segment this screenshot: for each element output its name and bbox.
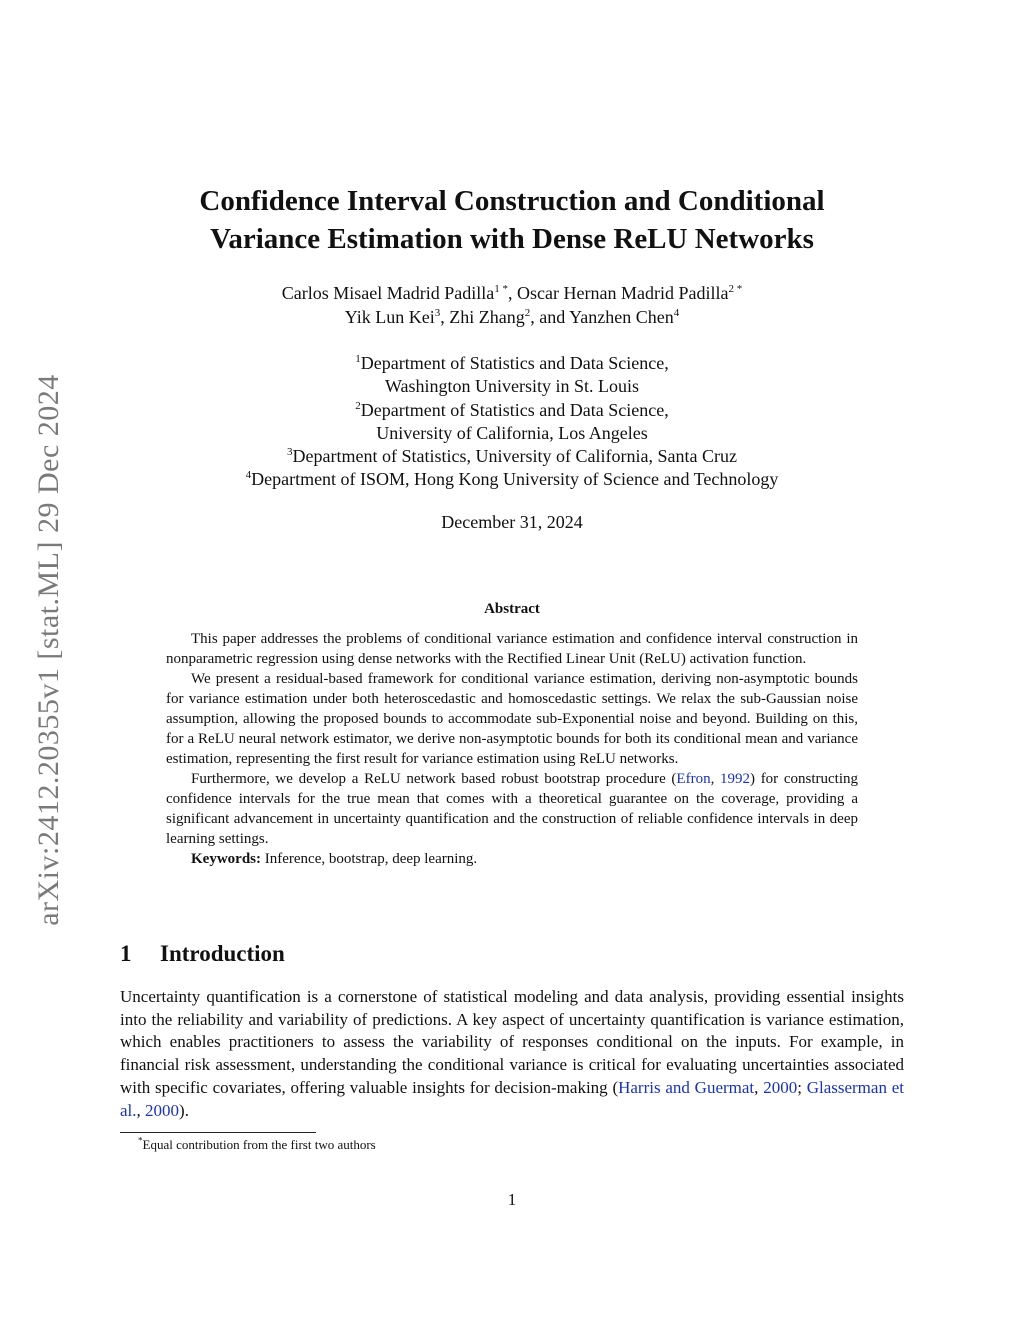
abstract-heading: Abstract: [484, 601, 540, 617]
affiliation-line: $^3$Department of Statistics, University of California, Santa Cruz: [287, 446, 737, 467]
author-name: Carlos Misael Madrid Padilla: [281, 283, 495, 303]
author-sup: 3: [434, 307, 441, 319]
author-line-2: Yik Lun Kei$^3$, Zhi Zhang$^2$, and Yanzhen Chen$^4$: [344, 307, 680, 327]
affiliation-line: University of California, Los Angeles: [376, 422, 648, 443]
footnote-text: Equal contribution from the first two authors: [142, 1137, 376, 1152]
page-number: 1: [507, 1190, 517, 1209]
citation-year-link[interactable]: 2000: [145, 1100, 180, 1120]
abstract-paragraph: This paper addresses the problems of conditional variance estimation and confidence interval construction in nonparametric regression using dense networks with the Rectified Linear Unit (ReLU) activation function.: [166, 631, 858, 667]
introduction-body: [120, 986, 904, 1122]
footnote: [138, 1136, 376, 1154]
affiliation-line: $^2$Department of Statistics and Data Science,: [355, 399, 669, 420]
footnote-rule: [120, 1132, 316, 1133]
author-sup: 4: [673, 307, 680, 319]
author-name: Oscar Hernan Madrid Padilla: [517, 283, 729, 303]
affiliation-line: $^4$Department of ISOM, Hong Kong University of Science and Technology: [245, 469, 779, 490]
arxiv-identifier[interactable]: arXiv:2412.20355v1 [stat.ML] 29 Dec 2024: [32, 374, 65, 926]
author-name: Zhi Zhang: [449, 307, 525, 327]
keywords-line: [166, 849, 858, 869]
author-name: Yik Lun Kei: [344, 307, 435, 327]
section-heading: [120, 940, 285, 968]
abstract-paragraph: We present a residual-based framework for conditional variance estimation, deriving non-asymptotic bounds for variance estimation under both heteroscedastic and homoscedastic settings. We relax the sub-Gaussian noise assumption, allowing the proposed bounds to accommodate sub-Exponential noise and beyond. Building on this, for a ReLU neural network estimator, we derive non-asymptotic bounds for both its conditional mean and variance estimation, representing the first result for variance estimation using ReLU networks.: [166, 671, 858, 767]
paper-date: December 31, 2024: [441, 512, 583, 532]
author-line-1: Carlos Misael Madrid Padilla$^{1 *}$, Oscar Hernan Madrid Padilla$^{2 *}$: [281, 283, 743, 303]
body-paragraph: Uncertainty quantification is a cornerstone of statistical modeling and data analysis, providing essential insights into the reliability and variability of predictions. A key aspect of uncertainty quantification is variance estimation, which enables practitioners to assess the variability of responses conditional on the inputs. For example, in financial risk assessment, understanding the conditional variance is critical for evaluating uncertainties associated with specific covariates, offering valuable insights for decision-making (Harris and Guermat, 2000; Glasserman et al., 2000).: [120, 987, 904, 1120]
affiliation-line: Washington University in St. Louis: [384, 376, 640, 397]
title-line-1: Confidence Interval Construction and Conditional: [199, 185, 825, 217]
affiliation-line: $^1$Department of Statistics and Data Science,: [355, 353, 669, 373]
abstract-paragraph: Furthermore, we develop a ReLU network based robust bootstrap procedure (Efron, 1992) for constructing confidence intervals for the true mean that comes with a theoretical guarantee on the coverage, providing a significant advancement in uncertainty quantification and the construction of reliable confidence intervals in deep learning settings.: [166, 771, 859, 847]
section-number: 1: [120, 941, 132, 966]
author-sup: 2 *: [728, 283, 743, 295]
author-sup: 2: [524, 307, 531, 319]
keywords-text: Inference, bootstrap, deep learning.: [261, 851, 478, 867]
author-sup: 1 *: [494, 283, 509, 295]
citation-link[interactable]: Harris and Guermat: [618, 1077, 755, 1097]
paper-title: [120, 182, 904, 258]
footnote-mark: *: [138, 1135, 143, 1146]
author-list: [120, 281, 904, 329]
affiliation-list: [120, 352, 904, 492]
citation-link[interactable]: Glasserman et al.: [120, 1077, 904, 1120]
citation-year-link[interactable]: 2000: [763, 1077, 798, 1097]
title-line-2: Variance Estimation with Dense ReLU Networks: [210, 223, 814, 255]
keywords-label: Keywords:: [191, 851, 261, 867]
citation-link[interactable]: Efron: [676, 771, 711, 787]
abstract-body: [166, 629, 858, 869]
citation-year-link[interactable]: 1992: [720, 771, 751, 787]
author-name: Yanzhen Chen: [569, 307, 674, 327]
section-title: Introduction: [160, 941, 285, 966]
